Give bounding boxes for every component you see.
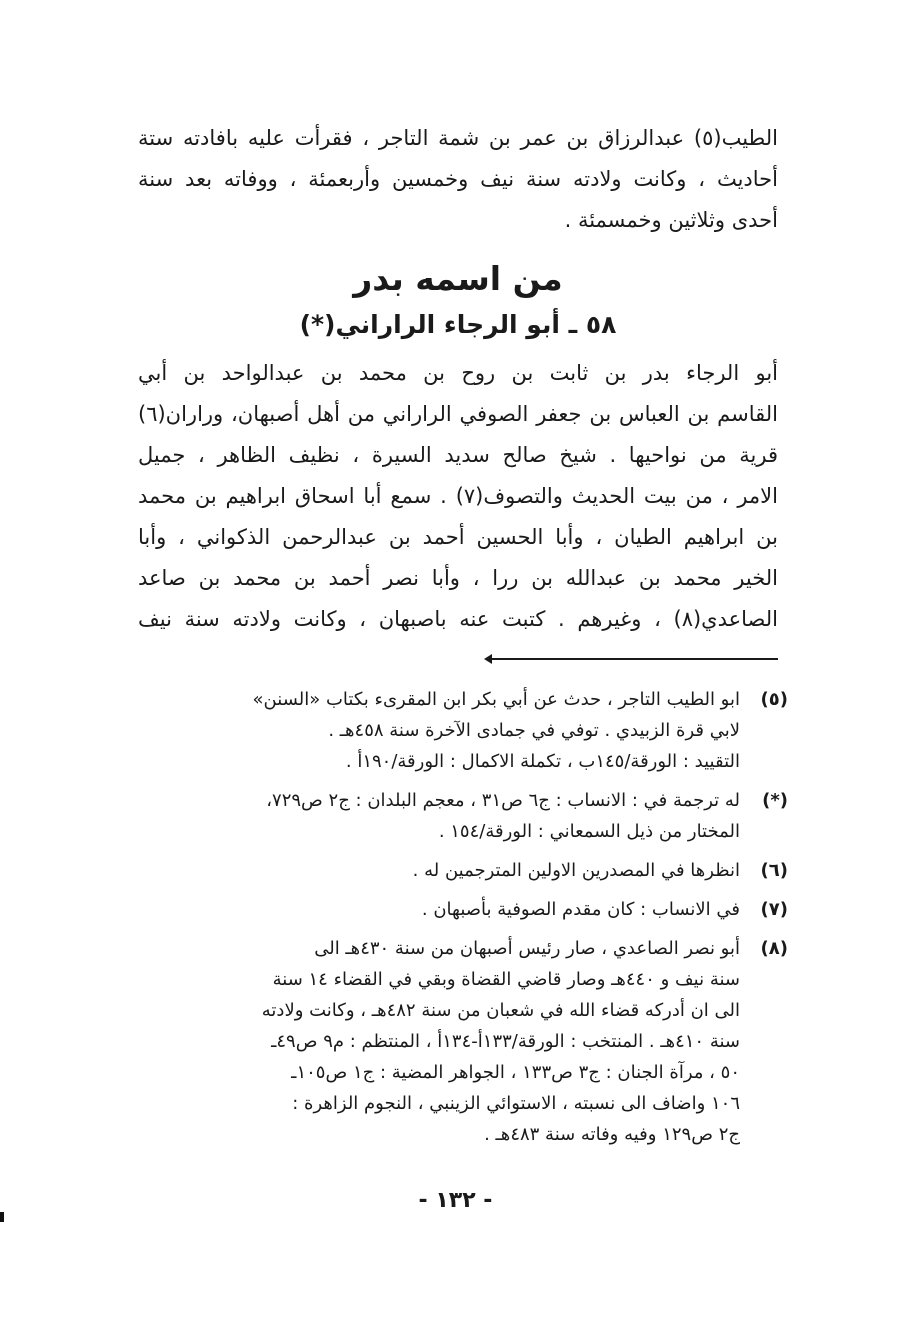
margin-mark [0, 1212, 4, 1222]
entry-line: القاسم بن العباس بن جعفر الصوفي الراراني من أهل أصبهان، وراران(٦) [138, 402, 778, 426]
footnote-line: أبو نصر الصاعدي ، صار رئيس أصبهان من سنة ٤٣٠هـ الى [314, 938, 740, 959]
footnote-line: ج٢ ص١٢٩ وفيه وفاته سنة ٤٨٣هـ . [484, 1124, 740, 1145]
footnote-line: ١٠٦ واضاف الى نسبته ، الاستوائي الزينبي ، النجوم الزاهرة : [292, 1093, 740, 1114]
footnote-number: (*) [762, 790, 788, 811]
footnote [138, 933, 788, 1150]
intro-line: أحاديث ، وكانت ولادته سنة نيف وخمسين وأربعمئة ، ووفاته بعد سنة [138, 167, 778, 191]
entry-line: الامر ، من بيت الحديث والتصوف(٧) . سمع أبا اسحاق ابراهيم بن محمد [138, 484, 778, 508]
intro-line: أحدى وثلاثين وخمسمئة . [564, 208, 778, 232]
footnote-line: المختار من ذيل السمعاني : الورقة/١٥٤ . [438, 821, 740, 842]
entry-line: الخير محمد بن عبدالله بن ررا ، وأبا نصر أحمد بن محمد بن صاعد [138, 566, 778, 590]
footnote [138, 785, 788, 847]
footnote-line: التقييد : الورقة/١٤٥ب ، تكملة الاكمال : الورقة/١٩٠أ . [345, 751, 740, 772]
footnote-line: الى ان أدركه قضاء الله في شعبان من سنة ٤٨٢هـ ، وكانت ولادته [261, 1000, 740, 1021]
footnotes [138, 684, 788, 1158]
section-title: من اسمه بدر [353, 259, 563, 298]
entry-line: أبو الرجاء بدر بن ثابت بن روح بن محمد بن عبدالواحد بن أبي [138, 361, 778, 385]
footnote-number: (٧) [760, 899, 788, 920]
footnote-separator [488, 658, 778, 660]
footnote [138, 894, 788, 925]
footnote-number: (٦) [760, 860, 788, 881]
main-text [138, 118, 778, 640]
footnote-text [138, 855, 740, 886]
entry-line: بن ابراهيم الطيان ، وأبا الحسين أحمد بن عبدالرحمن الذكواني ، وأبا [138, 525, 778, 549]
footnote-text [138, 933, 740, 1150]
separator-arrow-icon [484, 654, 492, 664]
footnote-line: انظرها في المصدرين الاولين المترجمين له . [412, 860, 740, 881]
entry-line: الصاعدي(٨) ، وغيرهم . كتبت عنه باصبهان ، وكانت ولادته سنة نيف [138, 607, 778, 631]
intro-paragraph [138, 118, 778, 241]
entry-paragraph [138, 353, 778, 640]
footnote-number: (٨) [760, 938, 788, 959]
footnote-line: سنة ٤١٠هـ . المنتخب : الورقة/١٣٣أ-١٣٤أ ، المنتظم : م٩ ص٤٩ـ [271, 1031, 740, 1052]
footnote-text [138, 785, 740, 847]
footnote-text [138, 894, 740, 925]
entry-line: قرية من نواحيها . شيخ صالح سديد السيرة ، نظيف الظاهر ، جميل [138, 443, 778, 467]
footnote-line: في الانساب : كان مقدم الصوفية بأصبهان . [421, 899, 740, 920]
footnote [138, 855, 788, 886]
footnote-line: لابي قرة الزبيدي . توفي في جمادى الآخرة سنة ٤٥٨هـ . [328, 720, 740, 741]
footnote-line: ابو الطيب التاجر ، حدث عن أبي بكر ابن المقرىء بكتاب «السنن» [252, 689, 740, 710]
entry-title: ٥٨ ـ أبو الرجاء الراراني(*) [299, 310, 617, 339]
footnote-text [138, 684, 740, 777]
footnote-line: سنة نيف و ٤٤٠هـ وصار قاضي القضاة وبقي في القضاء ١٤ سنة [272, 969, 740, 990]
intro-line: الطيب(٥) عبدالرزاق بن عمر بن شمة التاجر ، فقرأت عليه بافادته ستة [138, 126, 778, 150]
footnote [138, 684, 788, 777]
footnote-number: (٥) [760, 689, 788, 710]
footnote-line: له ترجمة في : الانساب : ج٦ ص٣١ ، معجم البلدان : ج٢ ص٧٢٩، [266, 790, 740, 811]
footnote-line: ٥٠ ، مرآة الجنان : ج٣ ص١٣٣ ، الجواهر المضية : ج١ ص١٠٥ـ [291, 1062, 740, 1083]
page-number: - ١٣٢ - [418, 1188, 493, 1213]
